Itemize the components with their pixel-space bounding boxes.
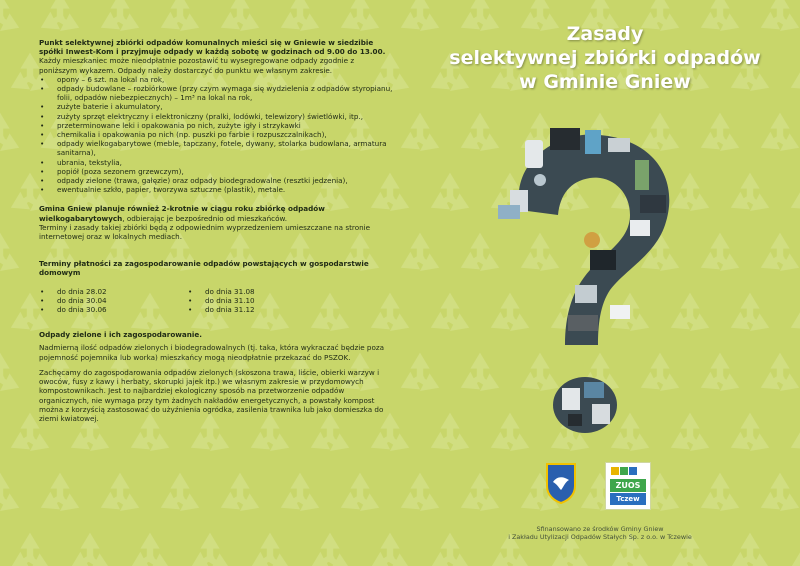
zuos-logo-text: ZUOS [610,479,646,492]
recycle-icon [431,533,469,566]
list-item: • zużyte baterie i akumulatory, [39,102,394,111]
recycle-icon [791,173,800,211]
list-item: • do dnia 31.10 [187,296,335,305]
recycle-icon [341,473,379,511]
payment-dates [39,287,394,315]
recycle-icon [71,533,109,566]
green-waste-section [39,330,394,423]
green-waste-text2: Zachęcamy do zagospodarowania odpadów zielonych (skoszona trawa, liście, obierki warzyw i owoców, fusy z kawy i herbaty, skorupki jajek itp.) we własnym zakresie w przydomowych kompostownikach. Jest to najbardziej ekologiczny sposób na przetworzenie odpadów organicznych, nie wymaga przy tym żadnych nakładów energetycznych, a powstały kompost można z korzyścią zastosować do użyźnienia ogródka, zasilenia trawnika lub jako domieszka do ziemi kwiatowej. [39,367,384,423]
recycle-icon [761,353,799,391]
green-waste-heading: Odpady zielone i ich zagospodarowanie. [39,330,202,340]
recycle-icon [431,173,469,211]
recycle-icon [0,233,19,271]
recycle-icon [431,293,469,331]
recycle-icon [281,473,319,511]
list-item: • odpady wielkogabarytowe (meble, tapczany, fotele, dywany, stolarka budowlana, armatura sanitarna), [39,139,394,157]
payment-heading: Terminy płatności za zagospodarowanie odpadów powstających w gospodarstwie domowym [39,259,369,278]
left-panel [39,38,394,433]
recycle-icon [761,113,799,151]
list-item: • zużyty sprzęt elektryczny i elektroniczny (pralki, lodówki, telewizory) świetlówki, itp., [39,112,394,121]
waste-question-mark-illustration [480,120,700,450]
gniew-coat-of-arms-logo [545,462,577,504]
recycle-icon [401,233,439,271]
recycle-icon [701,353,739,391]
recycle-icon [791,413,800,451]
recycle-icon [791,293,800,331]
recycle-icon [701,233,739,271]
list-item: • do dnia 28.02 [39,287,187,296]
recycle-icon [0,473,19,511]
recycle-icon [0,113,19,151]
recycle-icon [191,533,229,566]
recycle-icon [0,353,19,391]
funding-note [470,525,730,541]
zuos-logo-square-green [620,467,628,475]
recycle-icon [701,473,739,511]
recycle-icon [251,533,289,566]
recycle-icon [101,0,139,31]
bulky-waste-section [39,204,394,241]
funding-line1: Sfinansowano ze środków Gminy Gniew [536,525,664,533]
title-line2: selektywnej zbiórki odpadów [449,47,761,69]
payment-dates-col2 [187,287,335,315]
funding-line2: i Zakładu Utylizacji Odpadów Stałych Sp. z o.o. w Tczewie [508,533,692,542]
bulky-waste-heading: Gmina Gniew planuje również 2-krotnie w ciągu roku zbiórkę odpadów wielkogabarytowych [39,204,325,223]
recycle-icon [41,0,79,31]
list-item: • przeterminowane leki i opakowania po nich, zużyte igły i strzykawki [39,121,394,130]
title-line3: w Gminie Gniew [519,71,691,93]
recycle-icon [161,473,199,511]
recycle-icon [131,533,169,566]
logos-area [545,462,655,512]
list-item: • do dnia 30.06 [39,305,187,314]
payment-dates-col1 [39,287,187,315]
green-waste-text1: Nadmierną ilość odpadów zielonych i biodegradowalnych (tj. taka, która wykraczać będzie poza pojemność pojemnika lub worka) mieszkańcy mogą nieodpłatnie przekazać do PSZOK. [39,343,385,362]
recycle-icon [401,113,439,151]
recycle-icon [11,533,49,566]
recycle-icon [761,233,799,271]
payment-section [39,259,394,314]
recycle-icon [101,473,139,511]
recycle-icon [731,173,769,211]
recycle-icon [221,0,259,31]
accepted-waste-list [39,75,394,195]
recycle-icon [311,533,349,566]
recycle-icon [731,533,769,566]
pszok-heading: Punkt selektywnej zbiórki odpadów komunalnych mieści się w Gniewie w siedzibie spółki Inwest-Kom i przyjmuje odpady w każdą sobotę w godzinach od 9.00 do 13.00. [39,38,386,57]
recycle-icon [161,0,199,31]
zuos-logo-city: Tczew [610,493,646,505]
recycle-icon [731,293,769,331]
zuos-logo-square-blue [629,467,637,475]
recycle-icon [401,473,439,511]
list-item: • odpady budowlane – rozbiórkowe (przy czym wymaga się wydzielenia z odpadów styropianu, folii, odpadów niebezpiecznych) – 1m³ na lokal na rok, [39,84,394,102]
pszok-section [39,38,394,194]
list-item: • popiół (poza sezonem grzewczym), [39,167,394,176]
recycle-icon [431,413,469,451]
pszok-description: Każdy mieszkaniec może nieodpłatnie pozostawić tu wysegregowane odpady zgodnie z poniższym wykazem. Odpady należy dostarczyć do punktu we własnym zakresie. [39,56,355,75]
recycle-icon [731,413,769,451]
bulky-waste-rest: , odbierając je bezpośrednio od mieszkańców. [122,213,287,223]
recycle-icon [341,0,379,31]
bulky-waste-paragraph [39,204,394,222]
list-item: • ewentualnie szkło, papier, tworzywa sztuczne (plastik), metale. [39,185,394,194]
list-item: • ubrania, tekstylia, [39,158,394,167]
list-item: • odpady zielone (trawa, gałęzie) oraz odpady biodegradowalne (resztki jedzenia), [39,176,394,185]
recycle-icon [461,473,499,511]
recycle-icon [701,113,739,151]
zuos-logo-square-yellow [611,467,619,475]
zuos-logo [605,462,651,510]
list-item: • do dnia 30.04 [39,296,187,305]
page-title [410,22,800,94]
bulky-waste-text: Terminy i zasady takiej zbiórki będą z odpowiednim wyprzedzeniem umieszczane na stronie internetowej oraz w lokalnych mediach. [39,222,371,242]
recycle-icon [221,473,259,511]
recycle-icon [761,473,799,511]
list-item: • do dnia 31.12 [187,305,335,314]
recycle-icon [0,0,19,31]
recycle-icon [41,473,79,511]
list-item: • do dnia 31.08 [187,287,335,296]
recycle-icon [401,353,439,391]
list-item: • opony – 6 szt. na lokal na rok, [39,75,394,84]
title-line1: Zasady [566,23,644,45]
recycle-icon [371,533,409,566]
recycle-icon [281,0,319,31]
list-item: • chemikalia i opakowania po nich (np. puszki po farbie i rozpuszczalnikach), [39,130,394,139]
recycle-icon [791,533,800,566]
